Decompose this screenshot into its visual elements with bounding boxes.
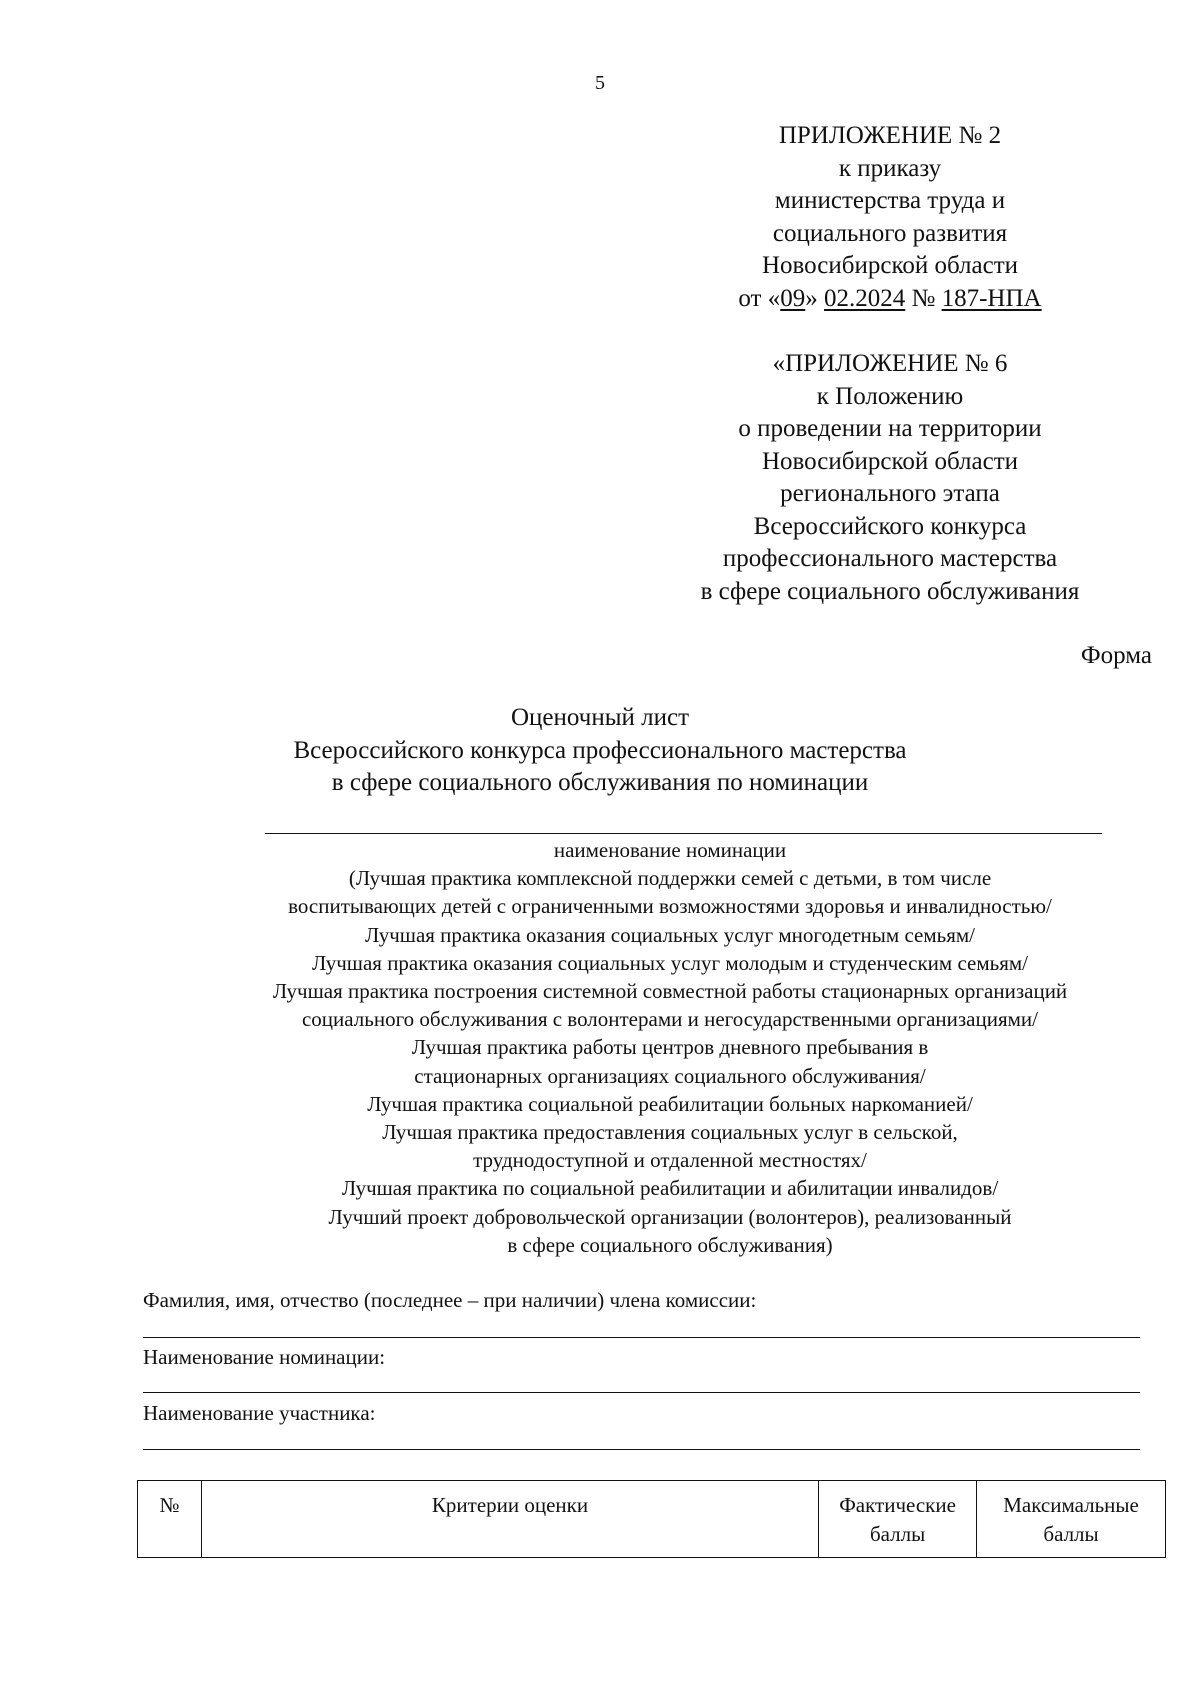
nomination-line: труднодоступной и отдаленной местностях/ — [473, 1148, 867, 1173]
nomination-line: Лучшая практика по социальной реабилитации и абилитации инвалидов/ — [341, 1176, 999, 1201]
appendix-line: социального развития — [772, 219, 1008, 247]
form-label: Форма — [1080, 642, 1152, 669]
document-title — [0, 702, 1200, 800]
order-number: 187-НПА — [941, 284, 1042, 312]
appendix-line: Новосибирской области — [761, 252, 1019, 279]
appendix-6-line: профессионального мастерства — [722, 545, 1058, 572]
nomination-line: Лучший проект добровольческой организации (волонтеров), реализованный — [328, 1204, 1012, 1229]
date-month-year: 02.2024 — [824, 284, 906, 312]
appendix-header — [660, 120, 1120, 315]
nomination-list — [190, 836, 1150, 1259]
appendix-6-line: «ПРИЛОЖЕНИЕ № 6 — [772, 350, 1008, 377]
title-line: в сфере социального обслуживания по номинации — [331, 769, 869, 796]
criteria-table — [137, 1480, 1166, 1558]
appendix-6-line: регионального этапа — [780, 480, 1000, 507]
nomination-line: в сфере социального обслуживания) — [507, 1232, 833, 1257]
participant-name-field[interactable] — [143, 1449, 1140, 1450]
nomination-line: воспитывающих детей с ограниченными возможностями здоровья и инвалидностью/ — [288, 894, 1052, 919]
number-prefix: № — [905, 284, 942, 312]
nomination-line: Лучшая практика оказания социальных услуг молодым и студенческим семьям/ — [312, 950, 1028, 975]
header-actual-line2: баллы — [869, 1522, 926, 1546]
appendix-6-line: в сфере социального обслуживания — [700, 577, 1080, 605]
nomination-name-field[interactable] — [143, 1392, 1140, 1393]
date-mid: » — [805, 284, 824, 312]
page-number: 5 — [595, 72, 605, 94]
participant-name-label: Наименование участника: — [143, 1401, 376, 1425]
nomination-line: Лучшая практика оказания социальных услуг многодетным семьям/ — [365, 922, 975, 947]
nomination-line: Лучшая практика предоставления социальных услуг в сельской, — [382, 1120, 958, 1145]
title-line: Всероссийского конкурса профессионального мастерства — [293, 736, 907, 764]
appendix-6-line: к Положению — [816, 382, 964, 410]
member-name-label: Фамилия, имя, отчество (последнее – при наличии) члена комиссии: — [143, 1288, 757, 1312]
header-max-line1: Максимальные — [1003, 1493, 1139, 1517]
nomination-name-label: Наименование номинации: — [143, 1345, 386, 1369]
header-actual-points — [819, 1481, 977, 1558]
member-name-field[interactable] — [143, 1337, 1140, 1338]
nomination-line: стационарных организациях социального обслуживания/ — [414, 1063, 926, 1088]
nomination-line: Лучшая практика построения системной совместной работы стационарных организаций — [272, 979, 1068, 1004]
header-max-line2: баллы — [1043, 1522, 1099, 1546]
header-actual-line1: Фактические — [839, 1493, 956, 1517]
table-header-row — [138, 1481, 1166, 1558]
header-number: № — [138, 1481, 202, 1558]
appendix-6-header — [660, 348, 1120, 608]
nomination-line: Лучшая практика работы центров дневного пребывания в — [411, 1035, 929, 1060]
nomination-caption: наименование номинации — [553, 838, 787, 862]
appendix-6-line: о проведении на территории — [738, 415, 1042, 442]
nomination-line: социального обслуживания с волонтерами и негосударственными организациями/ — [301, 1007, 1038, 1032]
date-prefix: от « — [738, 284, 781, 312]
nomination-line: Лучшая практика социальной реабилитации больных наркоманией/ — [367, 1091, 973, 1116]
nomination-line: (Лучшая практика комплексной поддержки семей с детьми, в том числе — [348, 866, 992, 891]
appendix-line: министерства труда и — [774, 187, 1006, 214]
appendix-title: ПРИЛОЖЕНИЕ № 2 — [778, 122, 1002, 149]
order-date-number — [660, 283, 1120, 316]
appendix-line: к приказу — [838, 154, 942, 182]
title-line: Оценочный лист — [510, 704, 689, 731]
date-day: 09 — [780, 284, 806, 312]
nomination-blank-line — [265, 833, 1102, 834]
header-max-points — [977, 1481, 1166, 1558]
header-criteria: Критерии оценки — [201, 1481, 818, 1558]
appendix-6-line: Новосибирской области — [761, 447, 1019, 475]
appendix-6-line: Всероссийского конкурса — [753, 512, 1027, 540]
